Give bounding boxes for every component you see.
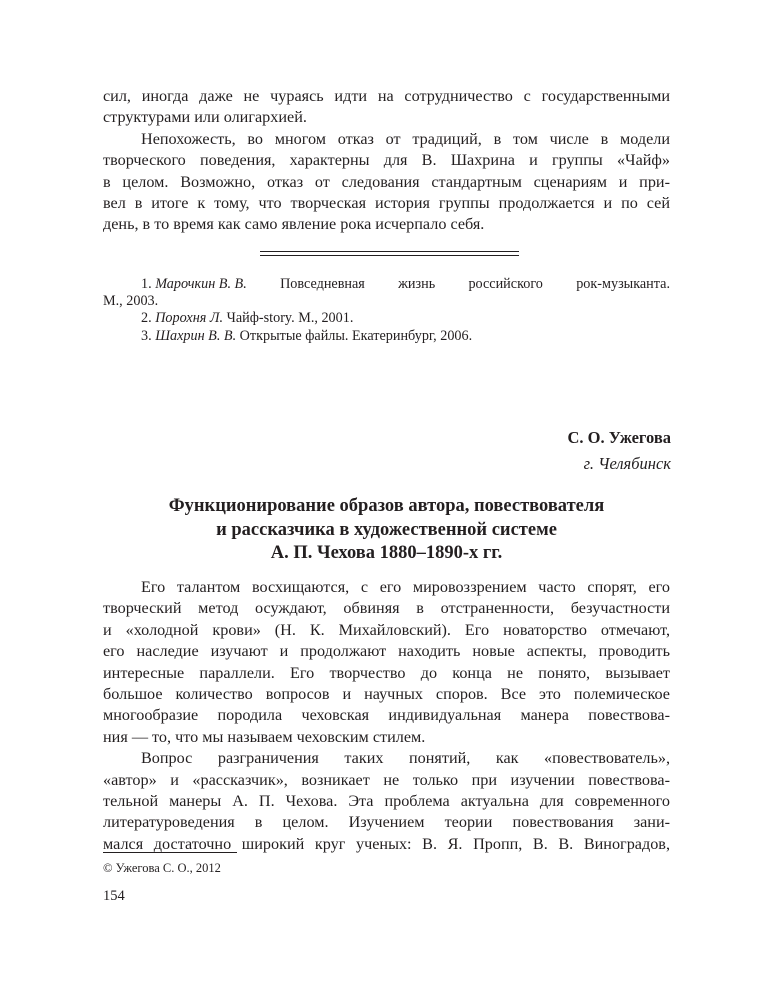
text-line: «автор» и «рассказчик», возникает не только при изучении повествова- xyxy=(103,770,670,789)
reference-continuation: М., 2003. xyxy=(103,293,159,310)
text-line: большое количество вопросов и научных споров. Все это полемическое xyxy=(103,685,670,704)
section-divider xyxy=(260,251,519,256)
text-line: Вопрос разграничения таких понятий, как «повествователь», xyxy=(141,749,670,768)
article-body xyxy=(103,577,670,855)
title-line: Функционирование образов автора, повествователя xyxy=(168,496,605,516)
reference-item xyxy=(103,328,670,345)
text-line: интересные параллели. Его творчество до конца не понято, вызывает xyxy=(103,663,670,682)
text-line: творческого поведения, характерны для В. Шахрина и группы «Чайф» xyxy=(103,151,670,170)
reference-author: Шахрин В. В. xyxy=(155,327,237,344)
copyright-note: © Ужегова С. О., 2012 xyxy=(103,861,221,875)
reference-text: Чайф-story. М., 2001. xyxy=(223,310,354,327)
paragraph-conclusion xyxy=(103,129,670,236)
text-line: творческий метод осуждают, обвиняя в отстраненности, безучастности xyxy=(103,599,670,618)
page-number: 154 xyxy=(103,888,125,904)
author-city: г. Челябинск xyxy=(583,454,671,473)
article-title xyxy=(103,495,670,566)
text-line: сил, иногда даже не чураясь идти на сотрудничество с государственными xyxy=(103,87,670,105)
reference-number: 3. xyxy=(141,327,152,344)
title-line: и рассказчика в художественной системе xyxy=(216,519,557,540)
text-line: вел в итоге к тому, что творческая история группы продолжается и по сей xyxy=(103,194,670,213)
reference-word: рок-музыканта. xyxy=(576,276,670,292)
article-author-block xyxy=(568,427,671,475)
article-paragraph xyxy=(103,748,670,855)
text-line: многообразие породила чеховская индивидуальная манера повествова- xyxy=(103,706,670,725)
paragraph-continued xyxy=(103,86,670,129)
continued-text-block xyxy=(103,86,670,236)
text-line: день, в то время как само явление рока исчерпало себя. xyxy=(103,215,485,234)
reference-number: 2. xyxy=(141,310,152,327)
footnote-rule xyxy=(103,852,237,853)
text-line: в целом. Возможно, отказ от следования стандартным сценариям и при- xyxy=(103,172,670,191)
text-line: структурами или олигархией. xyxy=(103,108,307,127)
article-paragraph xyxy=(103,577,670,748)
text-line: ния — то, что мы называем чеховским стилем. xyxy=(103,727,426,746)
text-line: литературоведения в целом. Изучением теории повествования зани- xyxy=(103,813,670,832)
text-line: и «холодной крови» (Н. К. Михайловский). Его новаторство отмечают, xyxy=(103,620,670,639)
title-line: А. П. Чехова 1880–1890-х гг. xyxy=(270,543,503,563)
text-line: Непохожесть, во многом отказ от традиций, в том числе в модели xyxy=(141,129,670,148)
reference-item xyxy=(103,276,670,310)
reference-word: Повседневная xyxy=(280,276,365,292)
reference-author: Марочкин В. В. xyxy=(155,276,247,292)
reference-item xyxy=(103,310,670,327)
reference-word: жизнь xyxy=(398,276,436,292)
author-name: С. О. Ужегова xyxy=(567,428,671,447)
text-line: Его талантом восхищаются, с его мировоззрением часто спорят, его xyxy=(141,578,670,596)
reference-number: 1. xyxy=(141,276,152,292)
reference-list xyxy=(103,276,670,345)
text-line: его наследие изучают и продолжают находить новые аспекты, проводить xyxy=(103,642,670,661)
reference-word: российского xyxy=(468,276,543,292)
text-line: мался достаточно широкий круг ученых: В. Я. Пропп, В. В. Виноградов, xyxy=(103,834,670,853)
reference-text: Открытые файлы. Екатеринбург, 2006. xyxy=(236,327,473,344)
text-line: тельной манеры А. П. Чехова. Эта проблема актуальна для современного xyxy=(103,792,670,811)
reference-author: Порохня Л. xyxy=(155,310,224,327)
